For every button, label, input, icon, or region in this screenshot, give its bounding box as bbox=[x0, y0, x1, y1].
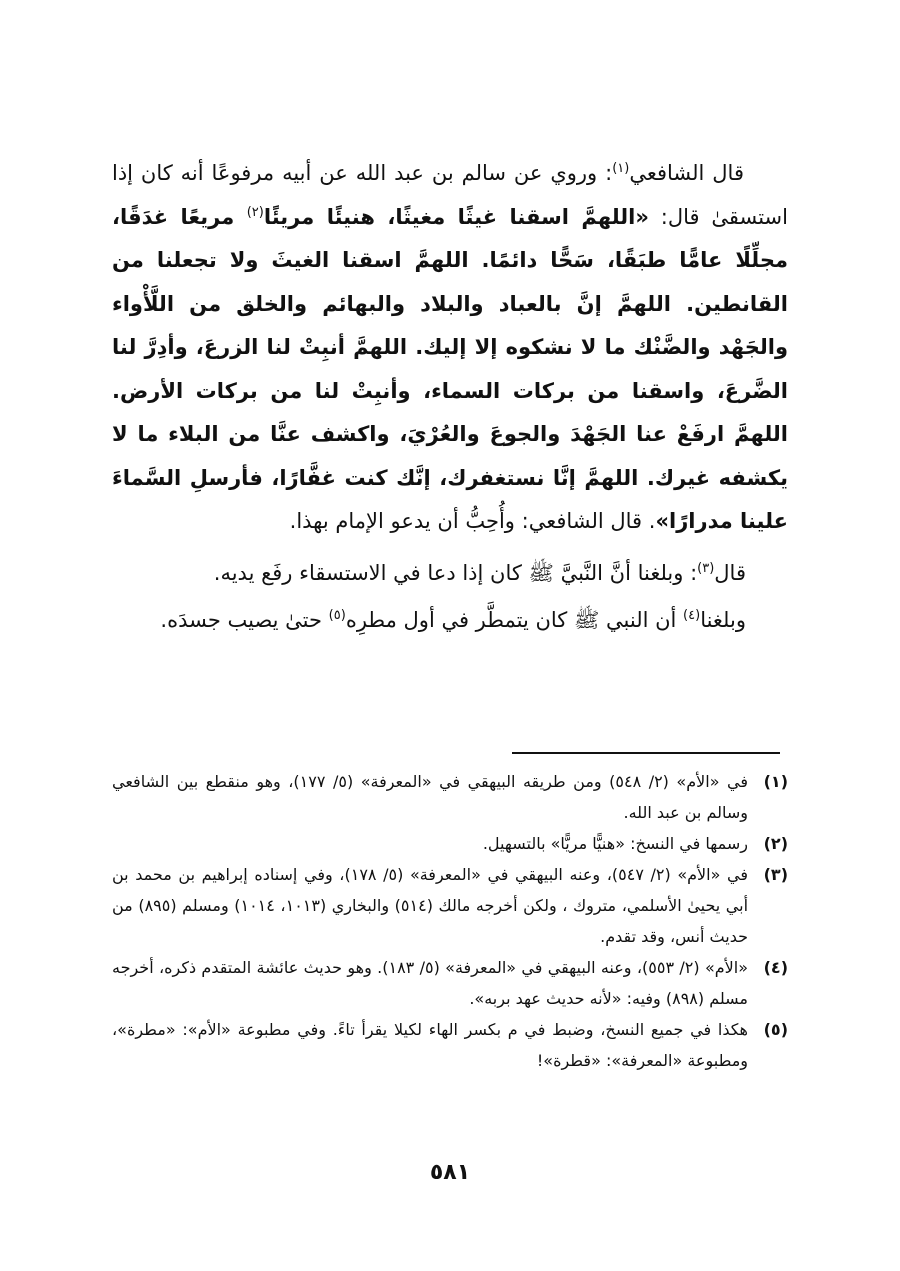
footnote-number: (٤) bbox=[763, 958, 788, 977]
footnote-number: (١) bbox=[763, 772, 788, 791]
footnotes bbox=[112, 766, 788, 1076]
p3-text-b: حتىٰ يصيب جسدَه. bbox=[160, 608, 329, 632]
footnote-separator bbox=[512, 752, 780, 754]
p3-intro: وبلغنا bbox=[700, 608, 746, 632]
p1-closing: . قال الشافعي: وأُحِبُّ أن يدعو الإمام بهذا. bbox=[289, 509, 656, 533]
footnote-number: (٣) bbox=[763, 865, 788, 884]
p2-text: : وبلغنا أنَّ النَّبيَّ ﷺ كان إذا دعا في الاستسقاء رفَع يديه. bbox=[213, 560, 698, 585]
footnote-ref-2[interactable]: (٢) bbox=[246, 204, 264, 220]
paragraph-2 bbox=[112, 552, 788, 596]
footnote-3 bbox=[112, 859, 788, 952]
footnote-text: في «الأم» (٢/ ٥٤٨) ومن طريقه البيهقي في «المعرفة» (٥/ ١٧٧)، وهو منقطع بين الشافعي وسالم بن عبد الله. bbox=[112, 772, 748, 822]
footnote-ref-1[interactable]: (١) bbox=[612, 161, 630, 176]
footnote-ref-4[interactable]: (٤) bbox=[683, 608, 701, 623]
paragraph-3 bbox=[112, 599, 788, 643]
prayer-text-b: مريعًا غدَقًا، مجلِّلًا عامًّا طبَقًا، سَحًّا دائمًا. اللهمَّ اسقنا الغيثَ ولا تجعلنا من القانطين. اللهمَّ إنَّ بالعباد والبلاد والبهائم والخلق من اللَّأْواء والجَهْد والضَّنْك ما لا نشكوه إلا إليك. اللهمَّ أنبِتْ لنا الزرعَ، وأدِرَّ لنا الضَّرعَ، واسقنا من بركات السماء، وأنبِتْ لنا من بركات الأرض. اللهمَّ ارفَعْ عنا الجَهْدَ والجوعَ والعُرْيَ، واكشف عنَّا من البلاء ما لا يكشفه غيرك. اللهمَّ إنَّا نستغفرك، إنَّك كنت غفَّارًا، فأرسلِ السَّماءَ علينا مدرارًا» bbox=[112, 204, 788, 533]
p3-text-a: أن النبي ﷺ كان يتمطَّر في أول مطرِه bbox=[345, 608, 684, 632]
p1-text: : وروي عن سالم بن عبد الله عن أبيه مرفوعًا أنه كان إذا استسقىٰ قال: bbox=[112, 161, 788, 229]
footnote-2 bbox=[112, 828, 788, 859]
footnote-4 bbox=[112, 952, 788, 1014]
p1-intro: قال الشافعي bbox=[629, 161, 744, 185]
p2-intro: قال bbox=[714, 560, 746, 585]
paragraph-1 bbox=[112, 152, 788, 544]
footnote-text: في «الأم» (٢/ ٥٤٧)، وعنه البيهقي في «المعرفة» (٥/ ١٧٨)، وفي إسناده إبراهيم بن محمد بن أبي يحيىٰ الأسلمي، متروك ، ولكن أخرجه مالك (٥١٤) والبخاري (١٠١٣، ١٠١٤) ومسلم (٨٩٥) من حديث أنس، وقد تقدم. bbox=[112, 865, 749, 946]
footnote-text: هكذا في جميع النسخ، وضبط في م بكسر الهاء لكيلا يقرأ تاءً. وفي مطبوعة «الأم»: «مطرة»، ومطبوعة «المعرفة»: «قطرة»! bbox=[112, 1020, 748, 1070]
main-text bbox=[112, 152, 788, 643]
footnote-1 bbox=[112, 766, 788, 828]
footnote-5 bbox=[112, 1014, 788, 1076]
footnote-text: رسمها في النسخ: «هنيًّا مريًّا» بالتسهيل. bbox=[482, 834, 748, 853]
footnote-number: (٢) bbox=[763, 834, 788, 853]
prayer-text-a: «اللهمَّ اسقنا غيثًا مغيثًا، هنيئًا مريئًا bbox=[263, 204, 649, 229]
page-number: ٥٨١ bbox=[429, 1160, 471, 1185]
footnote-ref-3[interactable]: (٣) bbox=[697, 560, 715, 576]
footnote-number: (٥) bbox=[763, 1020, 788, 1039]
footnote-text: «الأم» (٢/ ٥٥٣)، وعنه البيهقي في «المعرفة» (٥/ ١٨٣). وهو حديث عائشة المتقدم ذكره، أخرجه مسلم (٨٩٨) وفيه: «لأنه حديث عهد بربه». bbox=[112, 958, 749, 1008]
footnote-ref-5[interactable]: (٥) bbox=[328, 608, 346, 623]
